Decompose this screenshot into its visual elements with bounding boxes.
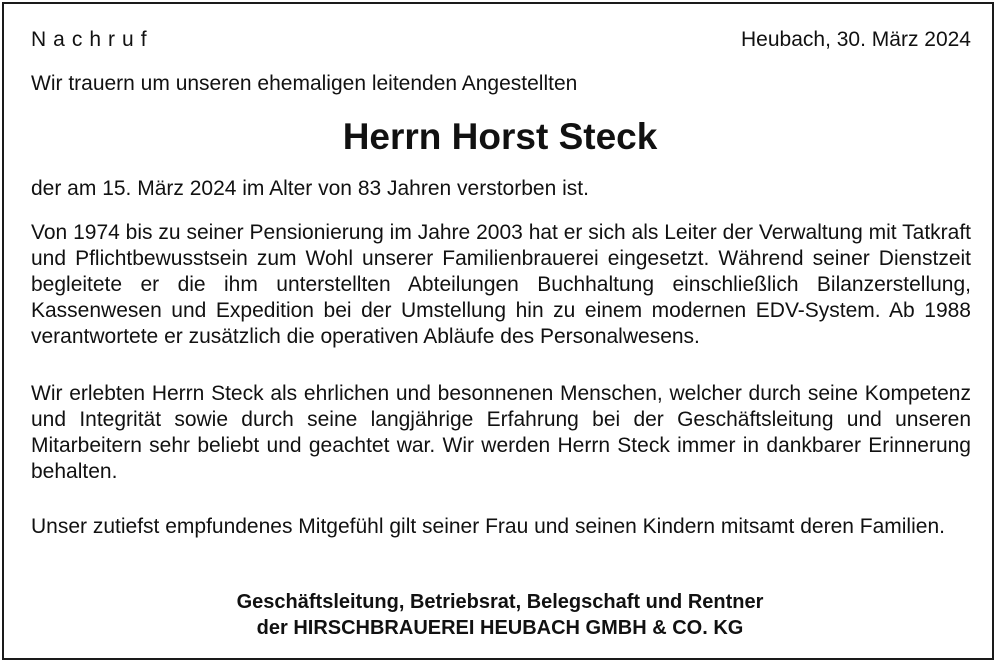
place-and-date: Heubach, 30. März 2024 (741, 28, 971, 51)
notice-header (31, 26, 971, 56)
notice-heading: Nachruf (31, 28, 154, 51)
deceased-name: Herrn Horst Steck (342, 116, 658, 157)
career-paragraph: Von 1974 bis zu seiner Pensionierung im Jahre 2003 hat er sich als Leiter der Verwaltung mit Tatkraft und Pflichtbewusstsein zum Wohl unserer Familienbrauerei eingesetzt. Während seiner Dienstzeit begleitete er die ihm unterstellten Abteilungen Buchhaltung einschließlich Bilanzerstellung, Kassenwesen und Expedition bei der Umstellung hin zu einem modernen EDV-System. Ab 1988 verantwortete er zusätzlich die operativen Abläufe des Personalwesens. (31, 221, 971, 348)
signature-line-1: Geschäftsleitung, Betriebsrat, Belegschaft und Rentner (236, 591, 764, 613)
tribute-paragraph: Wir erlebten Herrn Steck als ehrlichen und besonnenen Menschen, welcher durch seine Kompetenz und Integrität sowie durch seine langjährige Erfahrung bei der Geschäftsleitung und unseren Mitarbeitern sehr beliebt und geachtet war. Wir werden Herrn Steck immer in dankbarer Erinnerung behalten. (31, 382, 971, 483)
condolence-paragraph: Unser zutiefst empfundenes Mitgefühl gilt seiner Frau und seinen Kindern mitsamt deren Familien. (31, 515, 945, 538)
signature-block (0, 589, 1000, 641)
intro-line: Wir trauern um unseren ehemaligen leitenden Angestellten (31, 72, 578, 95)
death-date-line: der am 15. März 2024 im Alter von 83 Jahren verstorben ist. (31, 177, 589, 200)
signature-line-2: der HIRSCHBRAUEREI HEUBACH GMBH & CO. KG (256, 617, 744, 639)
